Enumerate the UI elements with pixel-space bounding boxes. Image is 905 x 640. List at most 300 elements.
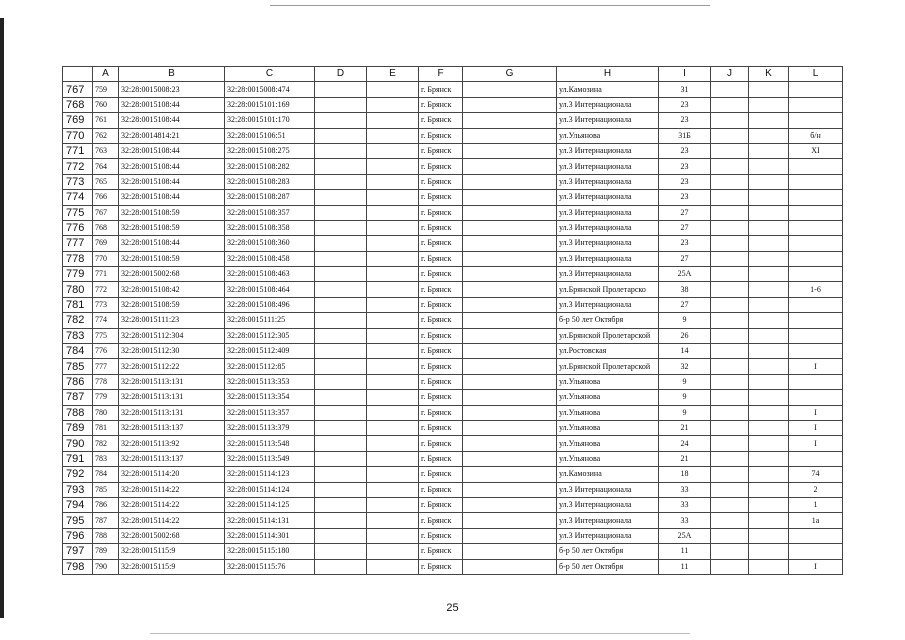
- cell-b[interactable]: 32:28:0015112:304: [119, 328, 225, 343]
- row-number[interactable]: 775: [63, 205, 93, 220]
- cell-f[interactable]: г. Брянск: [419, 451, 463, 466]
- cell-k[interactable]: [749, 220, 789, 235]
- cell-l[interactable]: [789, 82, 843, 97]
- cell-f[interactable]: г. Брянск: [419, 390, 463, 405]
- cell-d[interactable]: [315, 143, 367, 158]
- cell-g[interactable]: [463, 97, 557, 112]
- column-header-c[interactable]: C: [225, 67, 315, 82]
- cell-k[interactable]: [749, 159, 789, 174]
- row-number[interactable]: 776: [63, 220, 93, 235]
- cell-i[interactable]: 26: [659, 328, 711, 343]
- cell-e[interactable]: [367, 282, 419, 297]
- cell-k[interactable]: [749, 451, 789, 466]
- cell-j[interactable]: [711, 220, 749, 235]
- cell-b[interactable]: 32:28:0015114:22: [119, 497, 225, 512]
- cell-h[interactable]: ул.3 Интернационала: [557, 97, 659, 112]
- cell-d[interactable]: [315, 297, 367, 312]
- cell-f[interactable]: г. Брянск: [419, 251, 463, 266]
- cell-f[interactable]: г. Брянск: [419, 482, 463, 497]
- cell-b[interactable]: 32:28:0015115:9: [119, 544, 225, 559]
- cell-k[interactable]: [749, 328, 789, 343]
- row-number[interactable]: 797: [63, 544, 93, 559]
- cell-i[interactable]: 23: [659, 143, 711, 158]
- cell-k[interactable]: [749, 390, 789, 405]
- cell-g[interactable]: [463, 436, 557, 451]
- cell-c[interactable]: 32:28:0015108:283: [225, 174, 315, 189]
- cell-h[interactable]: ул.Брянской Пролетарской: [557, 328, 659, 343]
- cell-a[interactable]: 771: [93, 267, 119, 282]
- cell-i[interactable]: 38: [659, 282, 711, 297]
- cell-l[interactable]: [789, 328, 843, 343]
- cell-a[interactable]: 764: [93, 159, 119, 174]
- cell-i[interactable]: 11: [659, 559, 711, 574]
- cell-l[interactable]: [789, 344, 843, 359]
- cell-h[interactable]: ул.Ульянова: [557, 374, 659, 389]
- cell-e[interactable]: [367, 113, 419, 128]
- cell-c[interactable]: 32:28:0015112:409: [225, 344, 315, 359]
- cell-a[interactable]: 782: [93, 436, 119, 451]
- cell-f[interactable]: г. Брянск: [419, 467, 463, 482]
- cell-b[interactable]: 32:28:0015108:44: [119, 174, 225, 189]
- cell-f[interactable]: г. Брянск: [419, 282, 463, 297]
- cell-b[interactable]: 32:28:0015113:137: [119, 420, 225, 435]
- cell-l[interactable]: 1: [789, 497, 843, 512]
- cell-g[interactable]: [463, 143, 557, 158]
- cell-a[interactable]: 766: [93, 190, 119, 205]
- row-number[interactable]: 783: [63, 328, 93, 343]
- cell-h[interactable]: ул.3 Интернационала: [557, 220, 659, 235]
- cell-e[interactable]: [367, 97, 419, 112]
- cell-g[interactable]: [463, 174, 557, 189]
- cell-h[interactable]: ул.3 Интернационала: [557, 159, 659, 174]
- cell-d[interactable]: [315, 82, 367, 97]
- cell-f[interactable]: г. Брянск: [419, 405, 463, 420]
- cell-d[interactable]: [315, 236, 367, 251]
- cell-d[interactable]: [315, 313, 367, 328]
- cell-e[interactable]: [367, 128, 419, 143]
- cell-c[interactable]: 32:28:0015114:125: [225, 497, 315, 512]
- cell-h[interactable]: ул.Камозина: [557, 467, 659, 482]
- cell-h[interactable]: ул.3 Интернационала: [557, 267, 659, 282]
- cell-i[interactable]: 24: [659, 436, 711, 451]
- cell-g[interactable]: [463, 513, 557, 528]
- cell-b[interactable]: 32:28:0015008:23: [119, 82, 225, 97]
- cell-l[interactable]: [789, 97, 843, 112]
- cell-f[interactable]: г. Брянск: [419, 344, 463, 359]
- column-header-f[interactable]: F: [419, 67, 463, 82]
- cell-c[interactable]: 32:28:0015112:305: [225, 328, 315, 343]
- cell-g[interactable]: [463, 559, 557, 574]
- cell-j[interactable]: [711, 128, 749, 143]
- cell-k[interactable]: [749, 82, 789, 97]
- cell-a[interactable]: 790: [93, 559, 119, 574]
- cell-h[interactable]: ул.Ульянова: [557, 420, 659, 435]
- cell-i[interactable]: 23: [659, 97, 711, 112]
- cell-e[interactable]: [367, 313, 419, 328]
- cell-i[interactable]: 9: [659, 405, 711, 420]
- cell-a[interactable]: 784: [93, 467, 119, 482]
- cell-l[interactable]: XI: [789, 143, 843, 158]
- row-number[interactable]: 771: [63, 143, 93, 158]
- cell-g[interactable]: [463, 220, 557, 235]
- cell-g[interactable]: [463, 528, 557, 543]
- cell-j[interactable]: [711, 497, 749, 512]
- cell-g[interactable]: [463, 344, 557, 359]
- cell-e[interactable]: [367, 159, 419, 174]
- row-number[interactable]: 791: [63, 451, 93, 466]
- cell-a[interactable]: 786: [93, 497, 119, 512]
- cell-d[interactable]: [315, 405, 367, 420]
- row-number[interactable]: 792: [63, 467, 93, 482]
- cell-d[interactable]: [315, 205, 367, 220]
- cell-d[interactable]: [315, 559, 367, 574]
- cell-h[interactable]: ул.Ульянова: [557, 436, 659, 451]
- cell-h[interactable]: ул.3 Интернационала: [557, 174, 659, 189]
- cell-l[interactable]: 1а: [789, 513, 843, 528]
- cell-e[interactable]: [367, 328, 419, 343]
- cell-i[interactable]: 31: [659, 82, 711, 97]
- cell-b[interactable]: 32:28:0015113:131: [119, 405, 225, 420]
- cell-c[interactable]: 32:28:0015113:379: [225, 420, 315, 435]
- cell-k[interactable]: [749, 251, 789, 266]
- cell-k[interactable]: [749, 297, 789, 312]
- cell-g[interactable]: [463, 313, 557, 328]
- cell-b[interactable]: 32:28:0015112:22: [119, 359, 225, 374]
- cell-c[interactable]: 32:28:0015112:85: [225, 359, 315, 374]
- cell-a[interactable]: 769: [93, 236, 119, 251]
- cell-g[interactable]: [463, 374, 557, 389]
- cell-j[interactable]: [711, 82, 749, 97]
- cell-j[interactable]: [711, 190, 749, 205]
- cell-c[interactable]: 32:28:0015114:124: [225, 482, 315, 497]
- cell-k[interactable]: [749, 190, 789, 205]
- cell-a[interactable]: 787: [93, 513, 119, 528]
- cell-a[interactable]: 762: [93, 128, 119, 143]
- cell-f[interactable]: г. Брянск: [419, 359, 463, 374]
- cell-f[interactable]: г. Брянск: [419, 82, 463, 97]
- cell-k[interactable]: [749, 359, 789, 374]
- cell-d[interactable]: [315, 436, 367, 451]
- cell-g[interactable]: [463, 328, 557, 343]
- cell-k[interactable]: [749, 436, 789, 451]
- row-number[interactable]: 768: [63, 97, 93, 112]
- cell-e[interactable]: [367, 497, 419, 512]
- cell-k[interactable]: [749, 374, 789, 389]
- cell-c[interactable]: 32:28:0015114:123: [225, 467, 315, 482]
- cell-d[interactable]: [315, 282, 367, 297]
- cell-f[interactable]: г. Брянск: [419, 297, 463, 312]
- cell-d[interactable]: [315, 513, 367, 528]
- cell-b[interactable]: 32:28:0015115:9: [119, 559, 225, 574]
- cell-d[interactable]: [315, 528, 367, 543]
- cell-g[interactable]: [463, 482, 557, 497]
- cell-l[interactable]: 1-6: [789, 282, 843, 297]
- cell-h[interactable]: ул.Камозина: [557, 82, 659, 97]
- cell-k[interactable]: [749, 313, 789, 328]
- cell-l[interactable]: [789, 113, 843, 128]
- cell-c[interactable]: 32:28:0015113:548: [225, 436, 315, 451]
- cell-i[interactable]: 33: [659, 497, 711, 512]
- row-number[interactable]: 778: [63, 251, 93, 266]
- cell-k[interactable]: [749, 544, 789, 559]
- row-number[interactable]: 794: [63, 497, 93, 512]
- cell-b[interactable]: 32:28:0015108:44: [119, 159, 225, 174]
- cell-d[interactable]: [315, 97, 367, 112]
- cell-l[interactable]: I: [789, 359, 843, 374]
- cell-g[interactable]: [463, 544, 557, 559]
- cell-b[interactable]: 32:28:0015113:137: [119, 451, 225, 466]
- cell-j[interactable]: [711, 267, 749, 282]
- cell-h[interactable]: ул.3 Интернационала: [557, 113, 659, 128]
- row-number[interactable]: 786: [63, 374, 93, 389]
- cell-f[interactable]: г. Брянск: [419, 513, 463, 528]
- cell-g[interactable]: [463, 359, 557, 374]
- cell-i[interactable]: 27: [659, 220, 711, 235]
- cell-d[interactable]: [315, 359, 367, 374]
- cell-j[interactable]: [711, 313, 749, 328]
- cell-e[interactable]: [367, 344, 419, 359]
- cell-i[interactable]: 21: [659, 420, 711, 435]
- cell-l[interactable]: [789, 159, 843, 174]
- cell-i[interactable]: 23: [659, 174, 711, 189]
- cell-k[interactable]: [749, 113, 789, 128]
- column-header-l[interactable]: L: [789, 67, 843, 82]
- cell-c[interactable]: 32:28:0015113:549: [225, 451, 315, 466]
- cell-h[interactable]: ул.3 Интернационала: [557, 205, 659, 220]
- cell-f[interactable]: г. Брянск: [419, 374, 463, 389]
- cell-k[interactable]: [749, 482, 789, 497]
- cell-c[interactable]: 32:28:0015108:496: [225, 297, 315, 312]
- cell-d[interactable]: [315, 451, 367, 466]
- cell-b[interactable]: 32:28:0015108:59: [119, 297, 225, 312]
- cell-e[interactable]: [367, 544, 419, 559]
- cell-g[interactable]: [463, 451, 557, 466]
- cell-d[interactable]: [315, 390, 367, 405]
- cell-d[interactable]: [315, 190, 367, 205]
- cell-b[interactable]: 32:28:0015108:44: [119, 190, 225, 205]
- cell-e[interactable]: [367, 251, 419, 266]
- cell-k[interactable]: [749, 344, 789, 359]
- cell-e[interactable]: [367, 359, 419, 374]
- cell-d[interactable]: [315, 267, 367, 282]
- cell-b[interactable]: 32:28:0015108:44: [119, 143, 225, 158]
- cell-k[interactable]: [749, 143, 789, 158]
- cell-h[interactable]: ул.Ростовская: [557, 344, 659, 359]
- cell-e[interactable]: [367, 420, 419, 435]
- cell-b[interactable]: 32:28:0015108:44: [119, 113, 225, 128]
- cell-c[interactable]: 32:28:0015114:301: [225, 528, 315, 543]
- cell-k[interactable]: [749, 467, 789, 482]
- cell-i[interactable]: 9: [659, 313, 711, 328]
- cell-l[interactable]: [789, 236, 843, 251]
- cell-b[interactable]: 32:28:0015108:59: [119, 205, 225, 220]
- cell-l[interactable]: [789, 297, 843, 312]
- cell-a[interactable]: 765: [93, 174, 119, 189]
- cell-f[interactable]: г. Брянск: [419, 128, 463, 143]
- cell-f[interactable]: г. Брянск: [419, 528, 463, 543]
- cell-c[interactable]: 32:28:0015106:51: [225, 128, 315, 143]
- cell-i[interactable]: 14: [659, 344, 711, 359]
- cell-e[interactable]: [367, 559, 419, 574]
- cell-j[interactable]: [711, 559, 749, 574]
- cell-l[interactable]: [789, 544, 843, 559]
- row-number[interactable]: 789: [63, 420, 93, 435]
- cell-c[interactable]: 32:28:0015114:131: [225, 513, 315, 528]
- cell-i[interactable]: 11: [659, 544, 711, 559]
- cell-g[interactable]: [463, 467, 557, 482]
- cell-c[interactable]: 32:28:0015108:358: [225, 220, 315, 235]
- cell-d[interactable]: [315, 251, 367, 266]
- cell-h[interactable]: ул.3 Интернационала: [557, 297, 659, 312]
- row-number[interactable]: 773: [63, 174, 93, 189]
- row-number[interactable]: 769: [63, 113, 93, 128]
- cell-k[interactable]: [749, 282, 789, 297]
- cell-f[interactable]: г. Брянск: [419, 544, 463, 559]
- cell-j[interactable]: [711, 113, 749, 128]
- cell-j[interactable]: [711, 467, 749, 482]
- cell-g[interactable]: [463, 282, 557, 297]
- cell-h[interactable]: ул.3 Интернационала: [557, 251, 659, 266]
- cell-f[interactable]: г. Брянск: [419, 267, 463, 282]
- cell-i[interactable]: 23: [659, 113, 711, 128]
- cell-d[interactable]: [315, 128, 367, 143]
- cell-h[interactable]: ул.3 Интернационала: [557, 236, 659, 251]
- cell-i[interactable]: 27: [659, 297, 711, 312]
- cell-e[interactable]: [367, 297, 419, 312]
- cell-d[interactable]: [315, 544, 367, 559]
- column-header-g[interactable]: G: [463, 67, 557, 82]
- cell-k[interactable]: [749, 405, 789, 420]
- cell-i[interactable]: 21: [659, 451, 711, 466]
- cell-h[interactable]: б-р 50 лет Октября: [557, 313, 659, 328]
- cell-b[interactable]: 32:28:0015108:59: [119, 220, 225, 235]
- cell-k[interactable]: [749, 174, 789, 189]
- cell-b[interactable]: 32:28:0015108:59: [119, 251, 225, 266]
- cell-a[interactable]: 780: [93, 405, 119, 420]
- cell-i[interactable]: 25А: [659, 528, 711, 543]
- cell-e[interactable]: [367, 467, 419, 482]
- cell-b[interactable]: 32:28:0014814:21: [119, 128, 225, 143]
- cell-a[interactable]: 781: [93, 420, 119, 435]
- cell-h[interactable]: ул.3 Интернационала: [557, 482, 659, 497]
- cell-b[interactable]: 32:28:0015108:44: [119, 236, 225, 251]
- row-number[interactable]: 782: [63, 313, 93, 328]
- cell-l[interactable]: 2: [789, 482, 843, 497]
- cell-l[interactable]: б/н: [789, 128, 843, 143]
- cell-g[interactable]: [463, 205, 557, 220]
- cell-a[interactable]: 760: [93, 97, 119, 112]
- cell-c[interactable]: 32:28:0015108:287: [225, 190, 315, 205]
- cell-j[interactable]: [711, 482, 749, 497]
- cell-a[interactable]: 761: [93, 113, 119, 128]
- cell-f[interactable]: г. Брянск: [419, 159, 463, 174]
- cell-f[interactable]: г. Брянск: [419, 174, 463, 189]
- cell-j[interactable]: [711, 390, 749, 405]
- cell-f[interactable]: г. Брянск: [419, 559, 463, 574]
- cell-h[interactable]: ул.Ульянова: [557, 390, 659, 405]
- cell-d[interactable]: [315, 113, 367, 128]
- row-number[interactable]: 781: [63, 297, 93, 312]
- column-header-e[interactable]: E: [367, 67, 419, 82]
- column-header-a[interactable]: A: [93, 67, 119, 82]
- cell-e[interactable]: [367, 174, 419, 189]
- column-header-i[interactable]: I: [659, 67, 711, 82]
- cell-e[interactable]: [367, 190, 419, 205]
- row-number[interactable]: 770: [63, 128, 93, 143]
- cell-j[interactable]: [711, 544, 749, 559]
- cell-c[interactable]: 32:28:0015113:357: [225, 405, 315, 420]
- cell-l[interactable]: [789, 205, 843, 220]
- cell-h[interactable]: ул.3 Интернационала: [557, 497, 659, 512]
- cell-l[interactable]: [789, 267, 843, 282]
- cell-e[interactable]: [367, 436, 419, 451]
- cell-f[interactable]: г. Брянск: [419, 313, 463, 328]
- cell-k[interactable]: [749, 128, 789, 143]
- column-header-j[interactable]: J: [711, 67, 749, 82]
- cell-k[interactable]: [749, 97, 789, 112]
- cell-j[interactable]: [711, 420, 749, 435]
- cell-f[interactable]: г. Брянск: [419, 113, 463, 128]
- cell-i[interactable]: 33: [659, 482, 711, 497]
- cell-h[interactable]: ул.Ульянова: [557, 405, 659, 420]
- cell-b[interactable]: 32:28:0015108:44: [119, 97, 225, 112]
- cell-e[interactable]: [367, 236, 419, 251]
- cell-a[interactable]: 778: [93, 374, 119, 389]
- cell-c[interactable]: 32:28:0015113:353: [225, 374, 315, 389]
- cell-f[interactable]: г. Брянск: [419, 190, 463, 205]
- cell-i[interactable]: 27: [659, 251, 711, 266]
- cell-j[interactable]: [711, 513, 749, 528]
- cell-a[interactable]: 768: [93, 220, 119, 235]
- cell-l[interactable]: I: [789, 405, 843, 420]
- cell-i[interactable]: 32: [659, 359, 711, 374]
- cell-b[interactable]: 32:28:0015113:131: [119, 390, 225, 405]
- cell-d[interactable]: [315, 344, 367, 359]
- cell-a[interactable]: 779: [93, 390, 119, 405]
- cell-j[interactable]: [711, 251, 749, 266]
- cell-d[interactable]: [315, 497, 367, 512]
- cell-i[interactable]: 9: [659, 390, 711, 405]
- row-number[interactable]: 788: [63, 405, 93, 420]
- cell-l[interactable]: [789, 313, 843, 328]
- cell-g[interactable]: [463, 159, 557, 174]
- cell-e[interactable]: [367, 267, 419, 282]
- cell-g[interactable]: [463, 190, 557, 205]
- cell-j[interactable]: [711, 282, 749, 297]
- cell-h[interactable]: ул.3 Интернационала: [557, 190, 659, 205]
- cell-k[interactable]: [749, 513, 789, 528]
- cell-g[interactable]: [463, 236, 557, 251]
- cell-a[interactable]: 788: [93, 528, 119, 543]
- cell-b[interactable]: 32:28:0015112:30: [119, 344, 225, 359]
- cell-b[interactable]: 32:28:0015111:23: [119, 313, 225, 328]
- cell-d[interactable]: [315, 374, 367, 389]
- cell-f[interactable]: г. Брянск: [419, 205, 463, 220]
- cell-a[interactable]: 763: [93, 143, 119, 158]
- row-number[interactable]: 796: [63, 528, 93, 543]
- cell-k[interactable]: [749, 497, 789, 512]
- cell-k[interactable]: [749, 205, 789, 220]
- cell-h[interactable]: б-р 50 лет Октября: [557, 544, 659, 559]
- cell-h[interactable]: ул.3 Интернационала: [557, 143, 659, 158]
- row-number[interactable]: 790: [63, 436, 93, 451]
- cell-c[interactable]: 32:28:0015108:282: [225, 159, 315, 174]
- cell-j[interactable]: [711, 174, 749, 189]
- column-header-k[interactable]: K: [749, 67, 789, 82]
- cell-i[interactable]: 23: [659, 159, 711, 174]
- cell-g[interactable]: [463, 267, 557, 282]
- cell-b[interactable]: 32:28:0015002:68: [119, 528, 225, 543]
